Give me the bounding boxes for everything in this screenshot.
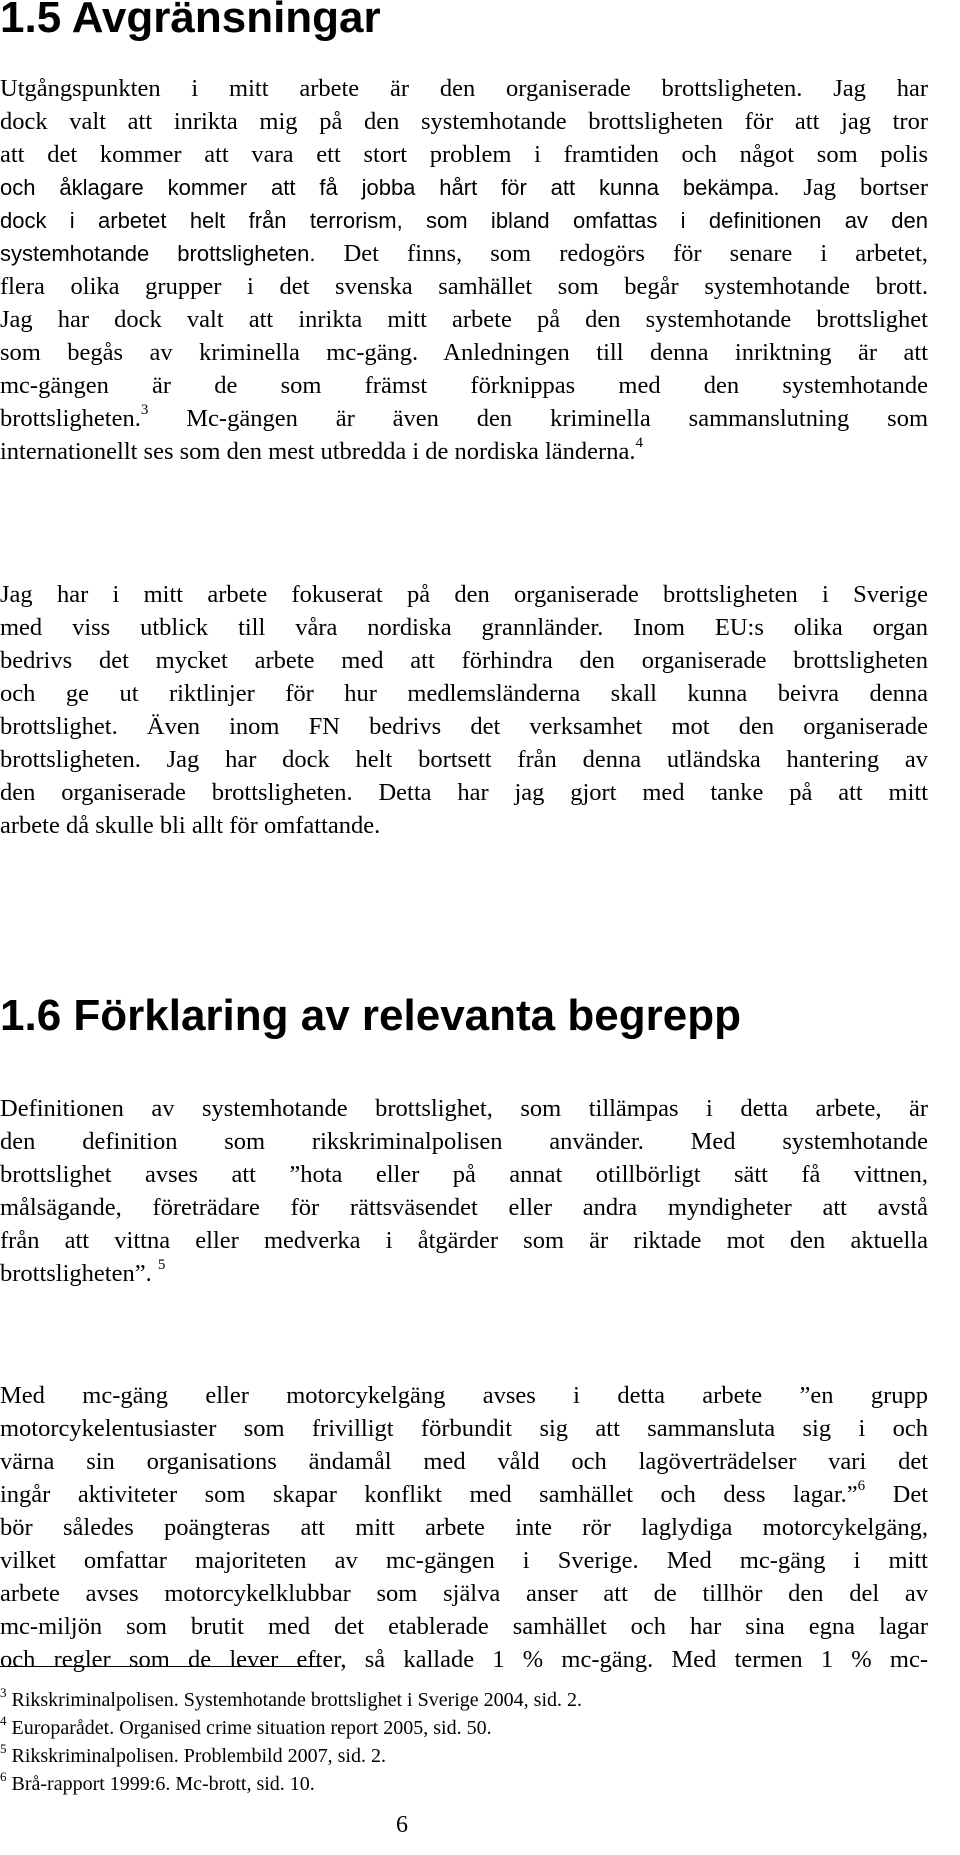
text-line — [0, 1257, 928, 1290]
text-line: arbete då skulle bli allt för omfattande. — [0, 812, 381, 839]
footnote-text: Rikskriminalpolisen. Problembild 2007, sid. 2. — [6, 1745, 386, 1767]
paragraph-avgransningar-2 — [0, 578, 928, 842]
text-line: Utgångspunkten i mitt arbete är den organiserade brottsligheten. Jag har — [0, 75, 928, 102]
text-line — [0, 171, 928, 204]
text-line: den definition som rikskriminalpolisen använder. Med systemhotande — [0, 1128, 928, 1155]
text-fragment: Det finns, som redogörs för senare i arbetet, — [315, 240, 928, 267]
paragraph-forklaring-2 — [0, 1379, 928, 1676]
text-fragment: internationellt ses som den mest utbredda i de nordiska länderna. — [0, 438, 636, 465]
footnote-4 — [0, 1713, 492, 1740]
text-fragment: brottsligheten. — [0, 405, 141, 432]
text-fragment: som begås av kriminella mc-gäng. — [0, 339, 419, 366]
section-heading-forklaring: 1.6 Förklaring av relevanta begrepp — [0, 991, 741, 1040]
text-line: arbete avses motorcykelklubbar som själva anser att de tillhör den del av — [0, 1580, 928, 1607]
footnote-ref-6[interactable]: 6 — [857, 1478, 866, 1494]
paragraph-avgransningar-1 — [0, 72, 928, 468]
footnote-number: 5 — [0, 1741, 7, 1756]
text-line: dock i arbetet helt från terrorism, som ibland omfattas i definitionen av den — [0, 208, 928, 233]
footnote-number: 4 — [0, 1713, 7, 1728]
text-fragment: med viss utblick till våra nordiska grannländer. — [0, 614, 604, 641]
text-line: Jag har i mitt arbete fokuserat på den organiserade brottsligheten i Sverige — [0, 581, 928, 608]
footnote-number: 6 — [0, 1769, 7, 1784]
text-fragment: Det — [865, 1481, 929, 1508]
text-line: bedrivs det mycket arbete med att förhindra den organiserade brottsligheten — [0, 647, 928, 674]
text-line: mc-miljön som brutit med det etablerade samhället och har sina egna lagar — [0, 1613, 928, 1640]
text-line — [0, 237, 928, 270]
text-line: brottslighet avses att ”hota eller på annat otillbörligt sätt få vittnen, — [0, 1161, 928, 1188]
page-number: 6 — [396, 1812, 408, 1838]
footnote-ref-5[interactable]: 5 — [157, 1257, 166, 1273]
text-line — [0, 336, 928, 369]
text-line: brottsligheten. Jag har dock helt bortsett från denna utländska hantering av — [0, 746, 928, 773]
text-line: vilket omfattar majoriteten av mc-gängen i Sverige. Med mc-gäng i mitt — [0, 1547, 928, 1574]
text-line: flera olika grupper i det svenska samhället som begår systemhotande brott. — [0, 273, 928, 300]
footnote-text: Brå-rapport 1999:6. Mc-brott, sid. 10. — [6, 1773, 315, 1795]
text-line — [0, 402, 928, 435]
footnote-6 — [0, 1769, 315, 1796]
text-fragment: Jag bortser — [779, 174, 928, 201]
text-fragment: ingår aktiviteter som skapar konflikt med samhället och dess lagar.” — [0, 1481, 858, 1508]
text-fragment: och åklagare kommer att få jobba hårt för att kunna bekämpa. — [0, 175, 780, 200]
text-fragment: Anledningen till denna inriktning är att — [418, 339, 929, 366]
text-line: att det kommer att vara ett stort problem i framtiden och något som polis — [0, 141, 928, 168]
footnote-3 — [0, 1685, 583, 1712]
text-fragment: systemhotande brottsligheten. — [0, 241, 316, 266]
footnote-number: 3 — [0, 1685, 7, 1700]
text-line: målsägande, företrädare för rättsväsendet eller andra myndigheter att avstå — [0, 1194, 928, 1221]
footnote-separator — [0, 1666, 322, 1667]
paragraph-forklaring-1 — [0, 1092, 928, 1290]
text-line: motorcykelentusiaster som frivilligt förbundit sig att sammansluta sig i och — [0, 1415, 928, 1442]
text-line: bör således poängteras att mitt arbete inte rör laglydiga motorcykelgäng, — [0, 1514, 928, 1541]
text-line: Jag har dock valt att inrikta mitt arbete på den systemhotande brottslighet — [0, 306, 928, 333]
text-line — [0, 1478, 928, 1511]
footnote-ref-3[interactable]: 3 — [140, 402, 149, 418]
text-fragment: Mc-gängen är även den kriminella sammanslutning som — [148, 405, 928, 432]
footnote-text: Europarådet. Organised crime situation report 2005, sid. 50. — [6, 1717, 492, 1739]
text-line: och ge ut riktlinjer för hur medlemsländerna skall kunna beivra denna — [0, 680, 928, 707]
text-fragment: Inom EU:s olika organ — [603, 614, 928, 641]
text-line — [0, 435, 928, 468]
text-line: brottslighet. Även inom FN bedrivs det verksamhet mot den organiserade — [0, 713, 928, 740]
text-line: den organiserade brottsligheten. Detta har jag gjort med tanke på att mitt — [0, 779, 928, 806]
text-line: mc-gängen är de som främst förknippas med den systemhotande — [0, 372, 928, 399]
text-line: och regler som de lever efter, så kallade 1 % mc-gäng. Med termen 1 % mc- — [0, 1646, 928, 1673]
footnote-text: Rikskriminalpolisen. Systemhotande brottslighet i Sverige 2004, sid. 2. — [6, 1689, 583, 1711]
footnote-5 — [0, 1741, 386, 1768]
text-line: Med mc-gäng eller motorcykelgäng avses i detta arbete ”en grupp — [0, 1382, 928, 1409]
text-line — [0, 611, 928, 644]
section-heading-avgransningar: 1.5 Avgränsningar — [0, 0, 381, 42]
text-fragment: brottsligheten”. — [0, 1260, 152, 1287]
text-line: dock valt att inrikta mig på den systemhotande brottsligheten för att jag tror — [0, 108, 928, 135]
text-line: Definitionen av systemhotande brottslighet, som tillämpas i detta arbete, är — [0, 1095, 928, 1122]
footnote-ref-4[interactable]: 4 — [635, 435, 643, 451]
text-line: värna sin organisations ändamål med våld och lagöverträdelser vari det — [0, 1448, 928, 1475]
text-line: från att vittna eller medverka i åtgärder som är riktade mot den aktuella — [0, 1227, 928, 1254]
